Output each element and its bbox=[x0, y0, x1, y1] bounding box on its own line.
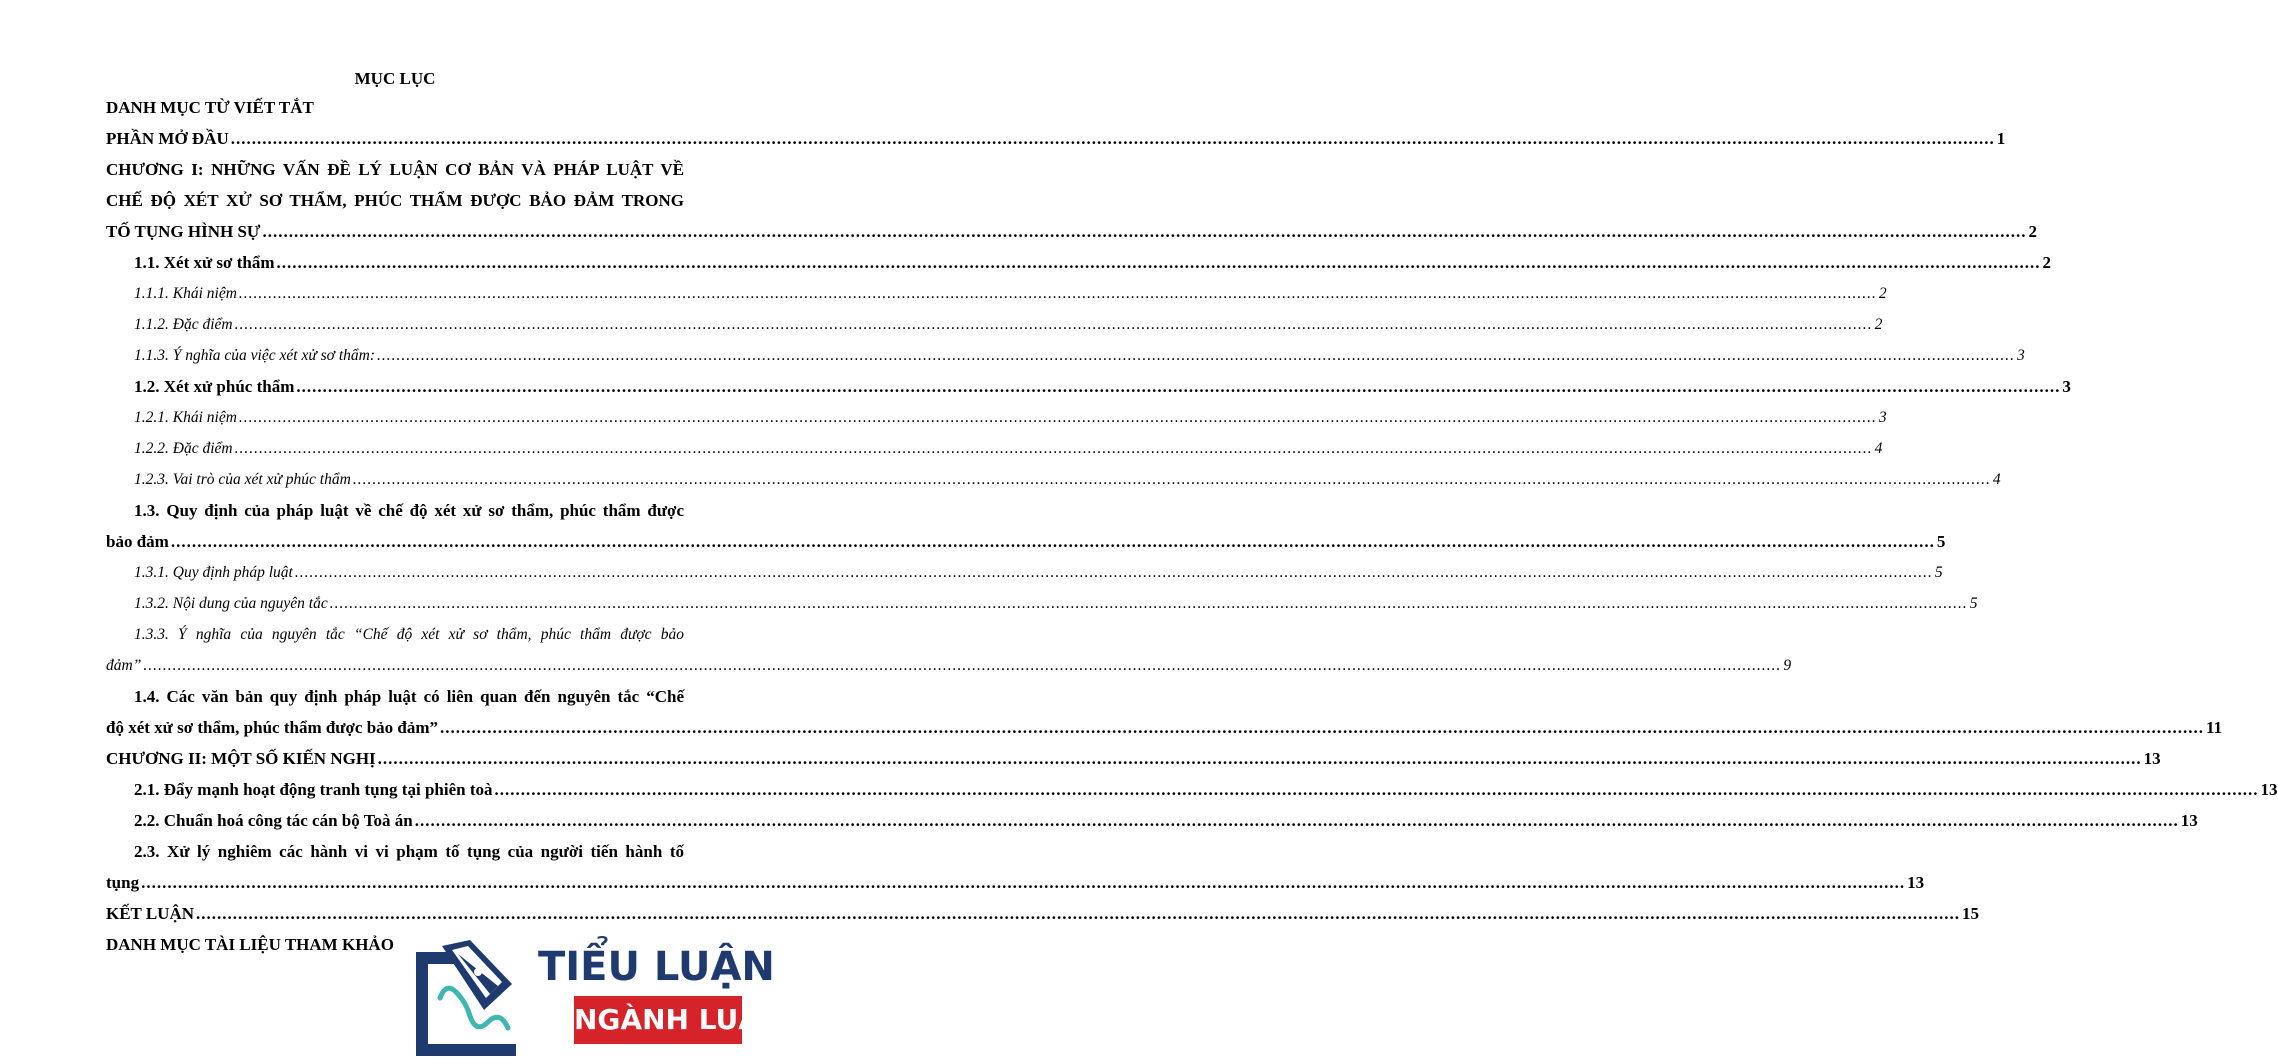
toc-entry-1-2-1[interactable] bbox=[106, 402, 1887, 433]
dot-leader bbox=[495, 774, 2259, 805]
toc-entry-text: CHƯƠNG I: NHỮNG VẤN ĐỀ LÝ LUẬN CƠ BẢN VÀ PHÁP LUẬT VỀ bbox=[106, 160, 684, 179]
toc-page-number: 2 bbox=[1874, 316, 1883, 333]
dot-leader bbox=[330, 588, 1968, 619]
toc-entry-text: bảo đảm bbox=[106, 532, 169, 551]
toc-entry-1-3[interactable] bbox=[106, 526, 1946, 557]
toc-entry-2-3[interactable] bbox=[106, 867, 1925, 898]
toc-entry-text: CHƯƠNG II: MỘT SỐ KIẾN NGHỊ bbox=[106, 749, 376, 768]
dot-leader bbox=[141, 867, 1905, 898]
dot-leader bbox=[277, 247, 2041, 278]
logo-top-text: TIỂU LUẬN bbox=[538, 944, 775, 990]
toc-entry-text: 1.2.3. Vai trò của xét xử phúc thẩm bbox=[134, 471, 351, 488]
toc-page-number: 3 bbox=[2062, 377, 2071, 396]
toc-title: MỤC LỤC bbox=[354, 69, 436, 88]
toc-entry-introduction[interactable] bbox=[106, 123, 2006, 154]
toc-entry-text: 1.1.3. Ý nghĩa của việc xét xử sơ thẩm: bbox=[134, 347, 375, 364]
dot-leader bbox=[231, 123, 1995, 154]
toc-page-number: 1 bbox=[1996, 129, 2006, 148]
toc-page-number: 9 bbox=[1783, 657, 1792, 674]
toc-page-number: 4 bbox=[1992, 471, 2001, 488]
toc-entry-text: 2.3. Xử lý nghiêm các hành vi vi phạm tố tụng của người tiến hành tố bbox=[134, 842, 684, 861]
toc-entry-1-4[interactable] bbox=[106, 712, 2223, 743]
toc-entry-abbreviations[interactable] bbox=[106, 92, 684, 123]
pen-nib-icon bbox=[412, 938, 526, 1060]
toc-entry-1-2-3[interactable] bbox=[106, 464, 2001, 495]
toc-page-number: 2 bbox=[1878, 285, 1887, 302]
toc-entry-1-2-2[interactable] bbox=[106, 433, 1883, 464]
toc-entry-1-3-1[interactable] bbox=[106, 557, 1943, 588]
toc-entry-text: 1.1. Xét xử sơ thẩm bbox=[134, 253, 275, 272]
toc-page-number: 11 bbox=[2206, 718, 2223, 737]
dot-leader bbox=[353, 464, 1991, 495]
toc-entry-1-1-1[interactable] bbox=[106, 278, 1887, 309]
toc-entry-text: 1.1.2. Đặc điểm bbox=[134, 316, 233, 333]
toc-entry-text: PHẦN MỞ ĐẦU bbox=[106, 129, 229, 148]
toc-page-number: 2 bbox=[2028, 222, 2037, 241]
toc-page-number: 15 bbox=[1962, 904, 1980, 923]
dot-leader bbox=[415, 805, 2179, 836]
toc-entry-text: 1.2. Xét xử phúc thẩm bbox=[134, 377, 295, 396]
toc-entry-text: tụng bbox=[106, 873, 140, 892]
toc-page-number: 3 bbox=[1878, 409, 1887, 426]
toc-entry-text: DANH MỤC TỪ VIẾT TẮT bbox=[106, 98, 314, 117]
toc-entry-text: 2.2. Chuẩn hoá công tác cán bộ Toà án bbox=[134, 811, 413, 830]
toc-page-number: 5 bbox=[1969, 595, 1978, 612]
toc-page-number: 13 bbox=[2180, 811, 2198, 830]
toc-entry-chapter-2[interactable] bbox=[106, 743, 2161, 774]
dot-leader bbox=[239, 278, 1877, 309]
toc-entry-1-3-3[interactable] bbox=[106, 650, 1792, 681]
dot-leader bbox=[171, 526, 1935, 557]
toc-page-number: 5 bbox=[1936, 532, 1946, 551]
toc-page-number: 5 bbox=[1934, 564, 1943, 581]
toc-page-number: 13 bbox=[2143, 749, 2161, 768]
dot-leader bbox=[440, 712, 2204, 743]
toc-entry-chapter-1-line-1[interactable] bbox=[106, 154, 684, 185]
toc-entry-1-3-3-line-1[interactable] bbox=[106, 619, 684, 650]
dot-leader bbox=[296, 371, 2060, 402]
dot-leader bbox=[196, 898, 1960, 929]
toc-entry-text: CHẾ ĐỘ XÉT XỬ SƠ THẨM, PHÚC THẨM ĐƯỢC BẢO ĐẢM TRONG bbox=[106, 191, 684, 210]
toc-entry-text: 1.1.1. Khái niệm bbox=[134, 285, 237, 302]
toc-entry-1-1-3[interactable] bbox=[106, 340, 2025, 371]
toc-page-number: 13 bbox=[1907, 873, 1925, 892]
dot-leader bbox=[239, 402, 1877, 433]
dot-leader bbox=[262, 216, 2026, 247]
toc-entry-text: 1.3.3. Ý nghĩa của nguyên tắc “Chế độ xét xử sơ thẩm, phúc thẩm được bảo bbox=[134, 626, 684, 643]
dot-leader bbox=[377, 340, 2015, 371]
toc-entry-text: 1.3.1. Quy định pháp luật bbox=[134, 564, 293, 581]
toc-entry-text: TỐ TỤNG HÌNH SỰ bbox=[106, 222, 261, 241]
toc-entry-chapter-1-line-2[interactable] bbox=[106, 185, 684, 216]
dot-leader bbox=[378, 743, 2142, 774]
toc-entry-text: 2.1. Đẩy mạnh hoạt động tranh tụng tại phiên toà bbox=[134, 780, 493, 799]
toc-entry-1-3-line-1[interactable] bbox=[106, 495, 684, 526]
toc-page-number: 13 bbox=[2260, 780, 2278, 799]
toc-entry-text: KẾT LUẬN bbox=[106, 904, 195, 923]
toc-entry-2-2[interactable] bbox=[106, 805, 2198, 836]
dot-leader bbox=[235, 433, 1873, 464]
dot-leader bbox=[295, 557, 1933, 588]
toc-entry-1-1[interactable] bbox=[106, 247, 2051, 278]
toc-entry-text: 1.3. Quy định của pháp luật về chế độ xét xử sơ thẩm, phúc thẩm được bbox=[134, 501, 684, 520]
toc-entry-chapter-1[interactable] bbox=[106, 216, 2037, 247]
toc-entry-2-1[interactable] bbox=[106, 774, 2278, 805]
toc-entry-text: đảm” bbox=[106, 657, 142, 674]
toc-entry-text: độ xét xử sơ thẩm, phúc thẩm được bảo đảm” bbox=[106, 718, 439, 737]
toc-entry-conclusion[interactable] bbox=[106, 898, 1980, 929]
table-of-contents bbox=[106, 92, 2278, 960]
toc-entry-text: DANH MỤC TÀI LIỆU THAM KHẢO bbox=[106, 935, 394, 954]
toc-entry-1-4-line-1[interactable] bbox=[106, 681, 684, 712]
toc-page-number: 2 bbox=[2042, 253, 2051, 272]
toc-page-number: 4 bbox=[1874, 440, 1883, 457]
watermark-logo bbox=[412, 932, 780, 1064]
dot-leader bbox=[235, 309, 1873, 340]
toc-entry-1-1-2[interactable] bbox=[106, 309, 1883, 340]
toc-entry-1-2[interactable] bbox=[106, 371, 2071, 402]
toc-entry-1-3-2[interactable] bbox=[106, 588, 1978, 619]
logo-bottom-text: NGÀNH LUẬT bbox=[574, 996, 742, 1044]
toc-entry-text: 1.3.2. Nội dung của nguyên tắc bbox=[134, 595, 328, 612]
toc-entry-text: 1.2.2. Đặc điểm bbox=[134, 440, 233, 457]
dot-leader bbox=[143, 650, 1781, 681]
toc-entry-2-3-line-1[interactable] bbox=[106, 836, 684, 867]
toc-page-number: 3 bbox=[2017, 347, 2025, 364]
toc-entry-text: 1.2.1. Khái niệm bbox=[134, 409, 237, 426]
toc-entry-text: 1.4. Các văn bản quy định pháp luật có liên quan đến nguyên tắc “Chế bbox=[134, 687, 684, 706]
